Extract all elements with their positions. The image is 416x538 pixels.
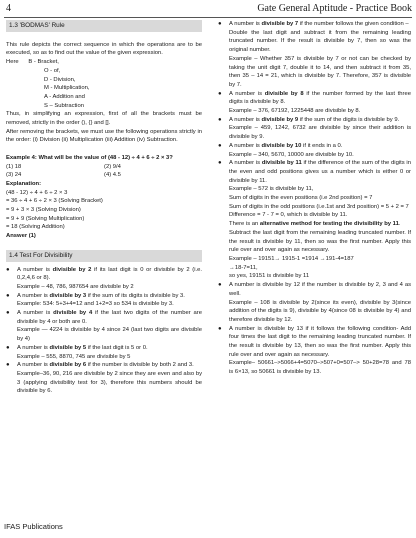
bullet-icon: ● — [218, 160, 222, 167]
step: = 18 (Solving Addition) — [6, 224, 65, 231]
option: (2) 9/4 — [104, 163, 121, 170]
bodmas-thus: Thus, in simplifying an expression, first of all the brackets must be removed, strictly in the order (), {} and []. — [6, 111, 202, 127]
bullet-icon: ● — [218, 21, 222, 27]
def-item: O - of, — [44, 67, 61, 74]
step: = 36 ÷ 4 + 6 ÷ 2 × 3 (Solving Bracket) — [6, 198, 103, 205]
list-item: ● A number is divisible by 6 if the number is divisible by both 2 and 3. Example–36, 90, 216 are divisible by 2 since they are even and also by 3 (applying divisibility test for 3), therefore this numbers should be divisible by 6. — [6, 362, 202, 395]
list-item: ● A number is divisible by 13 if it follows the following condition- Add four times the last digit to the remaining leading truncated number. If the result is divisible by 13, then so was the first number. Apply this rule over and over again as necessary. Example– 50661–>5066+4=5070–>507+0=507–> 50+28=78 and 78 is 6×13, so 50661 is divisible by 13. — [218, 325, 411, 376]
bullet-icon: ● — [218, 116, 222, 123]
step: = 9 + 9 (Solving Multiplication) — [6, 215, 85, 222]
bullet-icon: ● — [6, 292, 10, 299]
def-item: S – Subtraction — [44, 102, 84, 109]
bullet-icon: ● — [218, 325, 222, 332]
list-item: ● A number is divisible by 9 if the sum of the digits is divisible by 9. Example – 459, 1242, 6732 are divisible by since their addition is divisible by 9. — [218, 116, 411, 141]
bodmas-intro: This rule depicts the correct sequence in which the operations are to be executed, so as to find out the value of the given expression. — [6, 41, 202, 57]
example-4 — [6, 154, 202, 163]
divisibility-list-left — [6, 266, 202, 397]
list-item: ● A number is divisible by 2 if its last digit is 0 or divisible by 2 (i.e. 0,2,4,6 or 8). Example – 48, 786, 987654 are divisible by 2 — [6, 266, 202, 290]
section-heading-divisibility: 1.4 Test For Divisibility — [6, 250, 202, 262]
page-number: 4 — [6, 3, 11, 14]
def-item: A - Addition and — [44, 93, 85, 100]
answer: Answer (1) — [6, 233, 36, 240]
list-item: ● A number is divisible by 10 if it ends in a 0. Example – 340, 5670, 10000 are divisible by 10. — [218, 142, 354, 158]
divisibility-list-right — [218, 20, 411, 377]
right-column — [218, 20, 411, 377]
option: (1) 18 — [6, 163, 22, 170]
bullet-icon: ● — [6, 310, 10, 317]
list-item: ● A number is divisible by 8 if the number formed by the last three digits is divisible by 8. Example – 376, 67192, 1225448 are divisible by 8. — [218, 90, 412, 115]
explanation-label: Explanation: — [6, 180, 42, 187]
list-item: ● A number is divisible by 7 if the number follows the given condition – Double the last digit and subtract it from the remaining leading truncated number. If the result is divisible by 7, then so was the original number. Example – Whether 357 is divisible by 7 or not can be checked by taking the unit digit 7, double it to 14, and then subtract it from 35, then 35 – 14 = 21, which is divisible by 7. Therefore, 357 is divisible by 7. — [218, 21, 411, 88]
left-column — [6, 20, 202, 396]
bullet-icon: ● — [6, 344, 10, 351]
bodmas-here: Here B - Bracket, — [6, 59, 59, 66]
bodmas-definitions — [6, 67, 202, 111]
list-item: ● A number is divisible by 4 if the last two digits of the number are divisible by 4 or both are 0. Example — 4224 is divisible by 4 since 24 (last two digits are divisible by 4) — [6, 310, 202, 343]
example-4-options — [6, 163, 202, 180]
running-title: Gate General Aptitude - Practice Book — [257, 3, 412, 14]
bullet-icon: ● — [6, 362, 10, 369]
bodmas-after: After removing the brackets, we must use the following operations strictly in the order: (i) Division (ii) Multiplication (iii) Addition (iv) Subtraction. — [6, 128, 202, 144]
bullet-icon: ● — [218, 90, 222, 97]
option: (4) 4.5 — [104, 172, 121, 179]
bullet-icon: ● — [6, 266, 10, 273]
header-rule — [4, 17, 412, 18]
def-item: D - Division, — [44, 76, 76, 83]
list-item: ● A number is divisible by 11 if the difference of the sum of the digits in the even and odd positions gives us a number which is either 0 or divisible by 11. Example – 572 is divisible by 11, Sum of digits in the even positions (i.e 2nd position) = 7 Sum of digits in the odd positions (i.e.1st and 3rd position) = 5 + 2 = 7 Difference = 7 - 7 = 0, which is divisible by 11. There is an alternative method for testing the divisibility by 11. Subtract the last digit from the remaining leading truncated number. If the result is divisible by 11, then so was the first number. Apply this rule over and over again as necessary. Example – 19151→ 1915-1 =1914 →191-4=187 →18-7=11, so yes, 19151 is divisible by 11 — [218, 160, 411, 280]
option: (3) 24 — [6, 172, 22, 179]
list-item: ● A number is divisible by 5 if the last digit is 5 or 0. Example – 555, 8870, 745 are divisible by 5 — [6, 344, 148, 360]
bullet-icon: ● — [218, 282, 222, 289]
def-item: M - Multiplication, — [44, 85, 90, 92]
step: = 9 + 3 × 3 (Solving Division) — [6, 207, 81, 214]
list-item: ● A number is divisible by 3 if the sum of its digits is divisible by 3. Example: 534: 5+3+4=12 and 1+2=3 so 534 is divisible by 3. — [6, 292, 185, 308]
publisher-footer: IFAS Publications — [4, 522, 63, 531]
bullet-icon: ● — [218, 142, 222, 149]
step: (48 - 12) ÷ 4 + 6 ÷ 2 × 3 — [6, 189, 68, 196]
example-4-text: Example 4: What will be the value of (48 - 12) ÷ 4 + 6 ÷ 2 × 3? — [6, 154, 173, 161]
list-item: ● A number is divisible by 12 if the number is divisible by 2, 3 and 4 as well. Example – 108 is divisible by 2(since its even), divisible by 3(since addition of the digits is 9), divisible by 4(since 08 is divisible by 4) and therefore divisible by 12. — [218, 282, 411, 323]
section-heading-bodmas: 1.3 'BODMAS' Rule — [6, 20, 202, 32]
